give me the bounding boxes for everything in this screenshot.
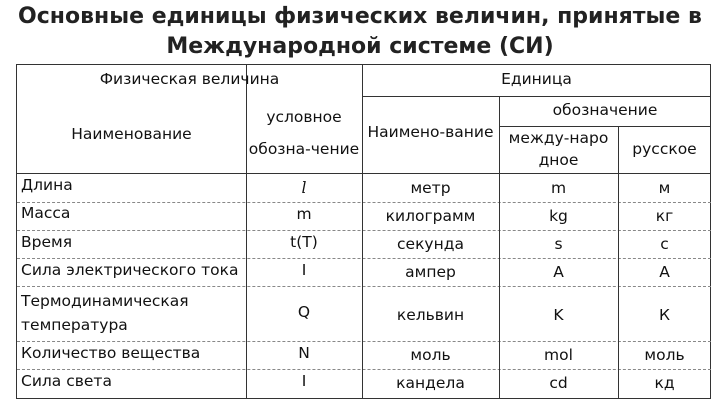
header-unit: Единица (501, 70, 572, 88)
row-name: Время (21, 233, 73, 251)
row-symbol: I (301, 372, 307, 390)
page-title (0, 2, 720, 62)
row-divider (17, 286, 711, 287)
row-unit-name: метр (410, 179, 451, 197)
header-name: Наименование (71, 125, 192, 143)
row-intl: m (550, 179, 567, 197)
row-intl: s (554, 235, 563, 253)
header-russian: русское (632, 140, 697, 158)
row-unit-name: килограмм (385, 207, 476, 225)
header-designation: обозначение (552, 101, 658, 119)
header-physical-quantity: Физическая величина (99, 70, 280, 88)
row-divider (17, 258, 711, 259)
row-unit-name: моль (410, 346, 451, 364)
header-divider-top (362, 96, 711, 97)
row-ru: м (658, 179, 671, 197)
row-unit-name: кандела (396, 374, 465, 392)
header-bottom-line (17, 173, 711, 174)
row-unit-name: кельвин (396, 306, 465, 324)
row-name-line-1: Термодинамическая (21, 292, 189, 310)
row-name: Количество вещества (21, 344, 201, 362)
row-intl: A (553, 263, 564, 281)
row-ru: кд (654, 374, 675, 392)
header-international-line-2: дное (538, 151, 579, 169)
row-intl: cd (549, 374, 568, 392)
title-line-1: Основные единицы физических величин, принятые в (18, 4, 702, 29)
row-name: Сила света (21, 372, 112, 390)
row-ru: К (658, 306, 670, 324)
header-international-line-1: между-наро (508, 129, 609, 147)
units-table (16, 64, 711, 399)
row-symbol: N (298, 344, 310, 362)
title-line-2: Международной системе (СИ) (166, 34, 554, 59)
row-divider (17, 341, 711, 342)
row-ru: А (659, 263, 670, 281)
header-symbol-line-1: условное (266, 108, 342, 126)
row-divider (17, 230, 711, 231)
row-ru: кг (655, 207, 674, 225)
row-ru: моль (644, 346, 685, 364)
header-divider-designation (499, 126, 711, 127)
row-symbol: t(T) (290, 233, 318, 251)
row-symbol: Q (297, 303, 311, 321)
row-intl: K (553, 306, 564, 324)
row-intl: kg (549, 207, 568, 225)
header-unit-name: Наимено-вание (367, 123, 494, 141)
row-name-line-2: температура (21, 316, 128, 334)
header-symbol-line-2: обозна-чение (248, 140, 360, 158)
row-intl: mol (544, 346, 573, 364)
row-symbol: m (296, 205, 312, 223)
row-unit-name: секунда (397, 235, 464, 253)
row-symbol: l (301, 179, 307, 197)
row-unit-name: ампер (405, 263, 456, 281)
row-symbol: I (301, 261, 307, 279)
row-ru: с (660, 235, 669, 253)
row-divider (17, 369, 711, 370)
row-name: Длина (21, 176, 73, 194)
row-name: Сила электрического тока (21, 261, 239, 279)
row-divider (17, 202, 711, 203)
row-name: Масса (21, 204, 71, 222)
